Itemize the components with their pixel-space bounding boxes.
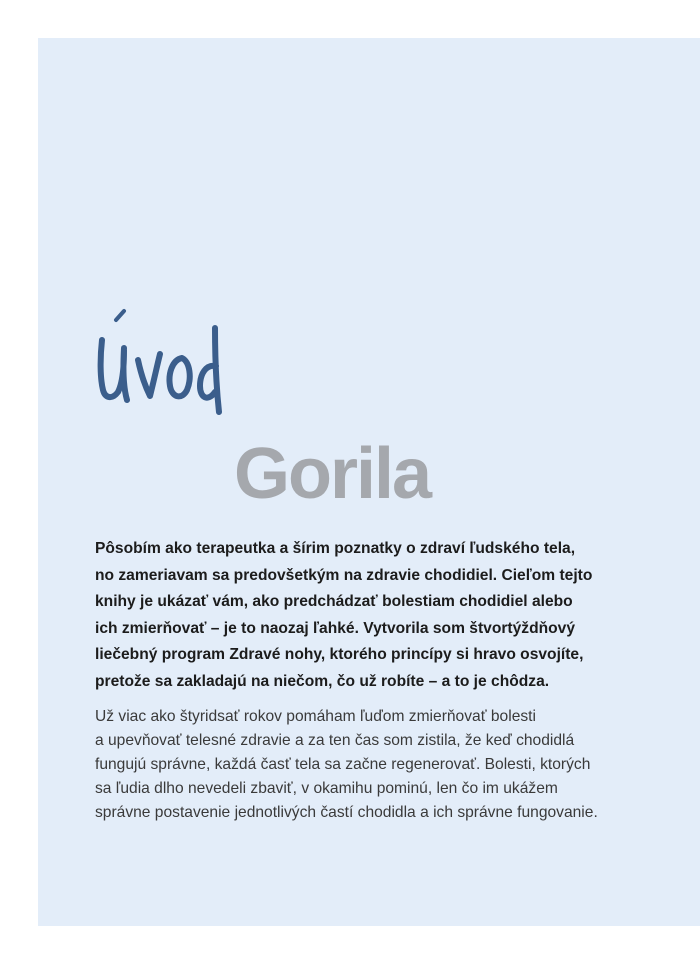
body-line: fungujú správne, každá časť tela sa začne regenerovať. Bolesti, ktorých	[95, 756, 591, 773]
lead-paragraph	[95, 536, 635, 695]
lead-line: no zameriavam sa predovšetkým na zdravie chodidiel. Cieľom tejto	[95, 566, 593, 584]
body-line: a upevňovať telesné zdravie a za ten čas som zistila, že keď chodidlá	[95, 732, 575, 749]
lead-line: knihy je ukázať vám, ako predchádzať bolestiam chodidiel alebo	[95, 593, 573, 610]
body-paragraph	[95, 705, 635, 825]
lead-line: Pôsobím ako terapeutka a šírim poznatky o zdraví ľudského tela,	[95, 540, 576, 557]
lead-line: ich zmierňovať – je to naozaj ľahké. Vytvorila som štvortýždňový	[95, 619, 575, 637]
body-line: Už viac ako štyridsať rokov pomáham ľuďom zmierňovať bolesti	[95, 708, 536, 725]
body-line: sa ľudia dlho nevedeli zbaviť, v okamihu pominú, len čo im ukážem	[95, 780, 558, 797]
lead-line: liečebný program Zdravé nohy, ktorého princípy si hravo osvojíte,	[95, 646, 584, 663]
lead-line: pretože sa zakladajú na niečom, čo už robíte – a to je chôdza.	[95, 672, 550, 690]
gorila-logo: Gorila	[234, 434, 431, 514]
body-line: správne postavenie jednotlivých častí chodidla a ich správne fungovanie.	[95, 804, 598, 821]
handwritten-heading-graphic	[94, 308, 234, 420]
chapter-heading	[94, 308, 234, 420]
